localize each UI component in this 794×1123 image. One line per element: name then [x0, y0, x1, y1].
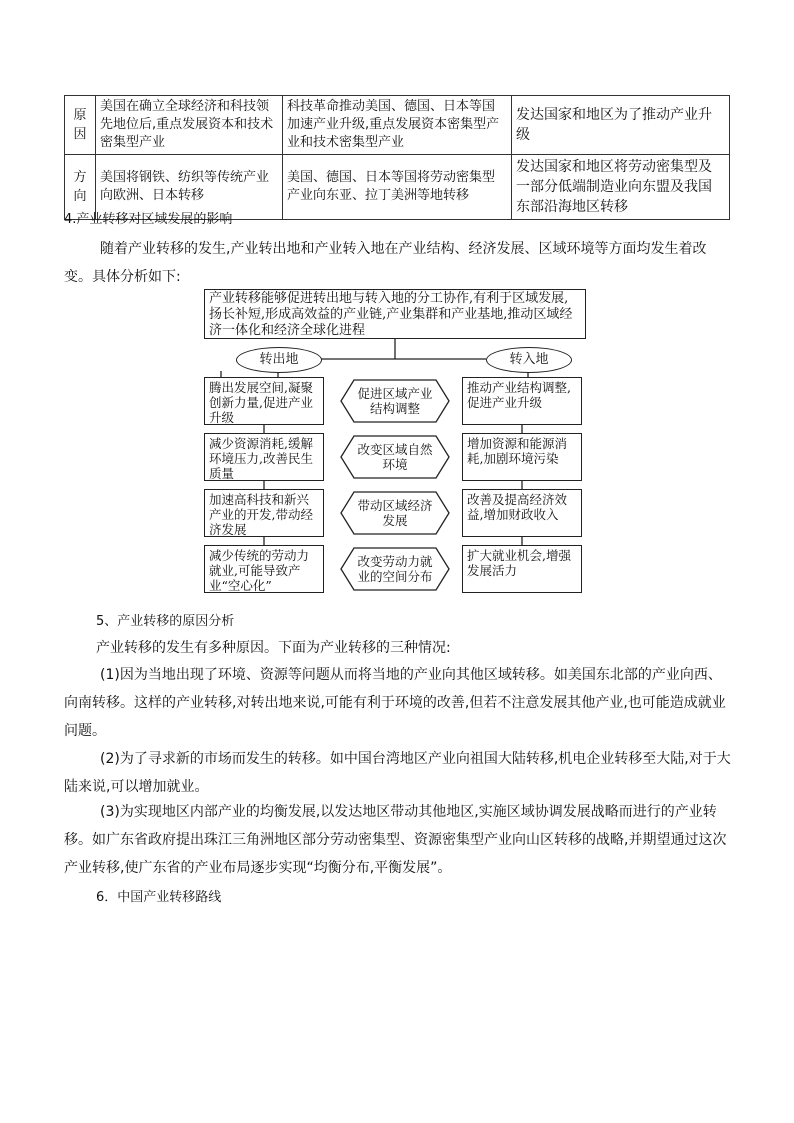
out-effect-box: 减少传统的劳动力就业,可能导致产业“空心化” — [204, 545, 324, 593]
impact-category: 带动区域经济发展 — [357, 498, 433, 528]
paragraph-cause-2: (2)为了寻求新的市场而发生的转移。如中国台湾地区产业向祖国大陆转移,机电企业转移至大陆,对于大陆来说,可以增加就业。 — [64, 751, 731, 795]
double-arrow-box — [340, 491, 450, 535]
out-effect-box: 腾出发展空间,凝聚创新力量,促进产业升级 — [204, 377, 324, 425]
impact-category: 改变劳动力就业的空间分布 — [357, 554, 433, 584]
row-header-direction: 方 向 — [65, 155, 96, 220]
paragraph-causes-intro: 产业转移的发生有多种原因。下面为产业转移的三种情况: — [96, 640, 451, 656]
in-effect-box: 改善及提高经济效益,增加财政收入 — [462, 489, 582, 537]
table-cell: 发达国家和地区为了推动产业升级 — [512, 96, 730, 155]
table-cell: 美国在确立全球经济和科技领先地位后,重点发展资本和技术密集型产业 — [96, 96, 283, 155]
table-row — [65, 96, 730, 155]
out-effect-box: 减少资源消耗,缓解环境压力,改善民生质量 — [204, 433, 324, 481]
double-arrow-box — [340, 547, 450, 591]
impact-category: 促进区域产业结构调整 — [357, 386, 433, 416]
industry-transfer-table — [64, 95, 730, 220]
section-heading-4: 4.产业转移对区域发展的影响 — [64, 212, 233, 227]
table-cell: 发达国家和地区将劳动密集型及一部分低端制造业向东盟及我国东部沿海地区转移 — [512, 155, 730, 220]
paragraph-intro: 随着产业转移的发生,产业转出地和产业转入地在产业结构、经济发展、区域环境等方面均发生着改变。具体分析如下: — [64, 241, 707, 285]
paragraph-cause-3: (3)为实现地区内部产业的均衡发展,以发达地区带动其他地区,实施区域协调发展战略而进行的产业转移。如广东省政府提出珠江三角洲地区部分劳动密集型、资源密集型产业向山区转移的战略,并期望通过这次产业转移,使广东省的产业布局逐步实现“均衡分布,平衡发展”。 — [64, 804, 727, 876]
section-heading-6: 6．中国产业转移路线 — [96, 890, 222, 905]
table-cell: 科技革命推动美国、德国、日本等国加速产业升级,重点发展资本密集型产业和技术密集型产业 — [283, 96, 512, 155]
impact-category: 改变区域自然环境 — [357, 442, 433, 472]
table-cell: 美国、德国、日本等国将劳动密集型产业向东亚、拉丁美洲等地转移 — [283, 155, 512, 220]
double-arrow-box — [340, 435, 450, 479]
paragraph-cause-1: (1)因为当地出现了环境、资源等问题从而将当地的产业向其他区域转移。如美国东北部的产业向西、向南转移。这样的产业转移,对转出地来说,可能有利于环境的改善,但若不注意发展其他产业,也可能造成就业问题。 — [64, 667, 726, 739]
row-header-cause: 原 因 — [65, 96, 96, 155]
transfer-out-label: 转出地 — [236, 347, 322, 373]
diagram-summary-box: 产业转移能够促进转出地与转入地的分工协作,有利于区域发展,扬长补短,形成高效益的产业链,产业集群和产业基地,推动区域经济一体化和经济全球化进程 — [204, 289, 586, 339]
transfer-in-label: 转入地 — [486, 347, 572, 373]
in-effect-box: 推动产业结构调整,促进产业升级 — [462, 377, 582, 425]
in-effect-box: 扩大就业机会,增强发展活力 — [462, 545, 582, 593]
out-effect-box: 加速高科技和新兴产业的开发,带动经济发展 — [204, 489, 324, 537]
impact-diagram — [204, 289, 590, 595]
table-cell: 美国将钢铁、纺织等传统产业向欧洲、日本转移 — [96, 155, 283, 220]
section-heading-5: 5、产业转移的原因分析 — [96, 614, 235, 629]
in-effect-box: 增加资源和能源消耗,加剧环境污染 — [462, 433, 582, 481]
double-arrow-box — [340, 379, 450, 423]
